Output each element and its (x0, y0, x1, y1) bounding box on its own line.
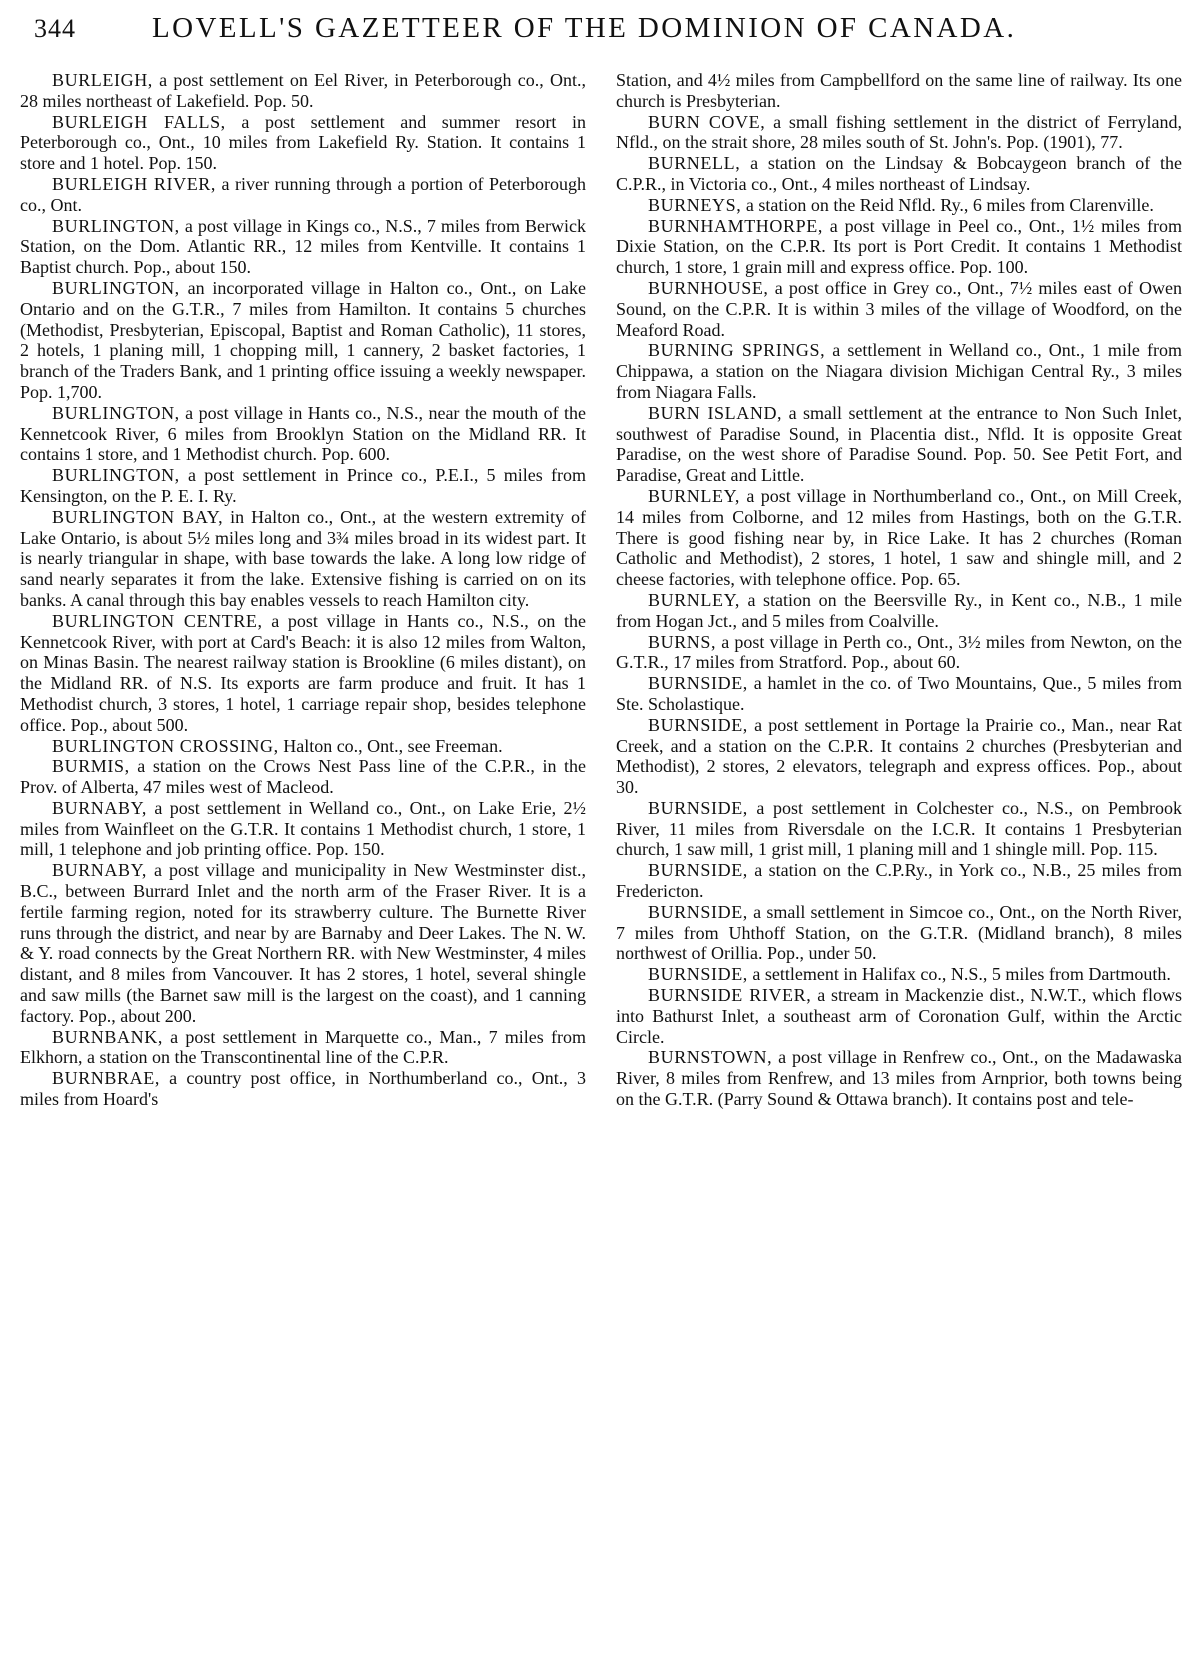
entry-description: a country post office, in Northumberland co., Ont., 3 miles from Hoard's (20, 1068, 586, 1110)
gazetteer-entry (616, 486, 1182, 590)
entry-headword: BURNBANK, (52, 1026, 163, 1047)
entry-headword: BURLEIGH, (52, 70, 153, 90)
gazetteer-entry (20, 798, 586, 860)
entry-description: a small fishing settlement in the district of Ferryland, Nfld., on the strait shore, 28 miles south of St. John's. Pop. (1901), 77. (616, 111, 1183, 153)
entry-headword: BURMIS, (52, 756, 130, 777)
entry-description: Halton co., Ont., see Freeman. (278, 735, 503, 756)
entry-description: a small settlement at the entrance to Non Such Inlet, southwest of Paradise Sound, in Placentia dist., Nfld. It is opposite Great Paradise, on the west shore of Paradise Sound. Pop. 50. See Petit Fort, and Paradise, Great and Little. (616, 402, 1182, 486)
entry-description: a post settlement in Colchester co., N.S., on Pembrook River, 11 miles from Riversdale on the I.C.R. It contains 1 Presbyterian church, 1 saw mill, 1 grist mill, 1 planing mill and 1 shingle mill. Pop. 115. (616, 797, 1182, 860)
entry-description: a post village and municipality in New Westminster dist., B.C., between Burrard Inlet and the north arm of the Fraser River. It is a fertile farming region, noted for its strawberry culture. The Burnette River runs through the district, and near by are Barnaby and Deer Lakes. The N. W. & Y. road connects by the Great Northern RR. with New Westminster, 4 miles distant, and 8 miles from Vancouver. It has 2 stores, 1 hotel, several shingle and saw mills (the Barnet saw mill is the largest on the coast), and 1 canning factory. Pop., about 200. (20, 860, 586, 1026)
entry-description: a post village in Hants co., N.S., on the Kennetcook River, with port at Card's Beach: it is also 12 miles from Walton, on Minas Basin. The nearest railway station is Brookline (6 miles distant), on the Midland RR. of N.S. Its exports are farm produce and fruit. It has 1 Methodist church, 3 stores, 1 hotel, 1 carriage repair shop, besides telephone office. Pop., about 500. (20, 610, 586, 735)
entry-headword: BURNSIDE, (648, 673, 748, 694)
gazetteer-entry (616, 278, 1182, 340)
entry-headword: BURNELL, (648, 153, 741, 174)
entry-headword: BURLINGTON, (52, 215, 180, 236)
entry-description: a post village in Kings co., N.S., 7 miles from Berwick Station, on the Dom. Atlantic RR., 12 miles from Kentville. It contains 1 Baptist church. Pop., about 150. (20, 215, 586, 278)
entry-headword: BURNHAMTHORPE, (648, 215, 823, 236)
entry-description: a post village in Peel co., Ont., 1½ miles from Dixie Station, on the C.P.R. Its port is Port Credit. It contains 1 Methodist church, 1 store, 1 grain mill and express office. Pop. 100. (616, 215, 1182, 278)
entry-headword: BURLEIGH RIVER, (52, 173, 217, 194)
gazetteer-entry (616, 1047, 1182, 1109)
entry-headword: BURNING SPRINGS, (648, 340, 826, 361)
gazetteer-entry (616, 860, 1182, 902)
entry-headword: BURLINGTON, (52, 277, 180, 298)
gazetteer-entry (20, 112, 586, 174)
entry-headword: BURLINGTON BAY, (52, 506, 224, 527)
entry-description: a station on the C.P.Ry., in York co., N.B., 25 miles from Fredericton. (616, 860, 1182, 902)
entry-description: a post village in Northumberland co., Ont., on Mill Creek, 14 miles from Colborne, and 12 miles from Hastings, both on the G.T.R. There is good fishing near by, in Rice Lake. It has 2 churches (Roman Catholic and Methodist), 2 stores, 1 hotel, 1 saw and shingle mill, and 2 cheese factories, with telephone office. Pop. 65. (616, 485, 1182, 590)
gazetteer-entry (20, 1027, 586, 1069)
gazetteer-entry (20, 756, 586, 798)
left-column (20, 70, 586, 1110)
gazetteer-entry (616, 195, 1182, 216)
entry-headword: BURN COVE, (648, 111, 766, 132)
gazetteer-entry (20, 611, 586, 736)
gazetteer-entry (20, 216, 586, 278)
entry-headword: BURNHOUSE, (648, 277, 769, 298)
entry-headword: BURNEYS, (648, 194, 742, 215)
entry-description: a settlement in Halifax co., N.S., 5 miles from Dartmouth. (747, 964, 1171, 985)
entry-description: an incorporated village in Halton co., Ont., on Lake Ontario and on the G.T.R., 7 miles from Hamilton. It contains 5 churches (Methodist, Presbyterian, Episcopal, Baptist and Roman Catholic), 11 stores, 2 hotels, 1 planing mill, 1 chopping mill, 1 cannery, 2 basket factories, 1 branch of the Traders Bank, and 1 printing office issuing a weekly newspaper. Pop. 1,700. (20, 277, 586, 402)
continued-entry-text: Station, and 4½ miles from Campbellford on the same line of railway. Its one church is Presbyterian. (616, 70, 1182, 111)
gazetteer-entry (20, 736, 586, 757)
gazetteer-entry (616, 902, 1182, 964)
gazetteer-entry (20, 278, 586, 403)
entry-description: a station on the Beersville Ry., in Kent co., N.B., 1 mile from Hogan Jct., and 5 miles from Coalville. (616, 589, 1182, 631)
gazetteer-entry (616, 340, 1182, 402)
entry-description: a river running through a portion of Peterborough co., Ont. (20, 173, 587, 215)
gazetteer-entry (616, 216, 1182, 278)
gazetteer-entry (616, 403, 1182, 486)
entry-headword: BURNSIDE, (648, 901, 748, 922)
entry-headword: BURNSIDE, (648, 797, 748, 818)
gazetteer-entry (20, 70, 586, 112)
entry-headword: BURNSIDE, (648, 964, 748, 985)
entry-description: a post settlement in Marquette co., Man., 7 miles from Elkhorn, a station on the Transcontinental line of the C.P.R. (20, 1026, 586, 1068)
entry-description: a stream in Mackenzie dist., N.W.T., which flows into Bathurst Inlet, a southeast arm of Coronation Gulf, within the Arctic Circle. (616, 985, 1182, 1047)
entry-headword: BURNSTOWN, (648, 1047, 773, 1068)
gazetteer-entry (616, 798, 1182, 860)
entry-headword: BURLINGTON, (52, 465, 180, 486)
gazetteer-entry (20, 1068, 586, 1110)
entry-headword: BURNS, (648, 631, 717, 652)
gazetteer-entry (616, 632, 1182, 674)
gazetteer-entry (616, 673, 1182, 715)
entry-headword: BURNBRAE, (52, 1068, 160, 1089)
entry-description: a post settlement in Prince co., P.E.I., 5 miles from Kensington, on the P. E. I. Ry. (20, 465, 586, 506)
entry-headword: BURLINGTON CROSSING, (52, 735, 279, 756)
entry-description: in Halton co., Ont., at the western extremity of Lake Ontario, is about 5½ miles long and 3¾ miles broad in its widest part. It is nearly triangular in shape, with base towards the lake. A long low ridge of sand nearly separates it from the lake. Extensive fishing is carried on on its banks. A canal through this bay enables vessels to reach Hamilton city. (20, 506, 586, 610)
gazetteer-entry (20, 174, 586, 216)
gazetteer-entry (616, 590, 1182, 632)
entry-headword: BURLINGTON CENTRE, (52, 610, 263, 631)
gazetteer-entry (616, 715, 1182, 798)
gazetteer-entry (616, 985, 1182, 1047)
entry-headword: BURNLEY, (648, 589, 740, 610)
gazetteer-entry (616, 112, 1182, 154)
entry-headword: BURNSIDE, (648, 860, 748, 881)
entry-description: a post village in Renfrew co., Ont., on the Madawaska River, 8 miles from Renfrew, and 13 miles from Arnprior, both towns being on the G.T.R. (Parry Sound & Ottawa branch). It contains post and tele- (616, 1047, 1182, 1110)
entry-headword: BURNSIDE RIVER, (648, 985, 812, 1006)
entry-headword: BURNABY, (52, 797, 147, 818)
page-header (34, 8, 1160, 52)
gazetteer-entry (20, 403, 586, 465)
entry-description: a station on the Reid Nfld. Ry., 6 miles from Clarenville. (741, 194, 1154, 215)
entry-description: a post office in Grey co., Ont., 7½ miles east of Owen Sound, on the C.P.R. It is within 3 miles of the village of Woodford, on the Meaford Road. (616, 277, 1182, 340)
gazetteer-entry (616, 153, 1182, 195)
entry-headword: BURLEIGH FALLS, (52, 111, 226, 132)
entry-headword: BURN ISLAND, (648, 402, 783, 423)
entry-description: a post village in Hants co., N.S., near the mouth of the Kennetcook River, 6 miles from Brooklyn Station on the Midland RR. It contains 1 store, and 1 Methodist church. Pop. 600. (20, 402, 586, 465)
entry-description: a post settlement in Welland co., Ont., on Lake Erie, 2½ miles from Wainfleet on the G.T.R. It contains 1 Methodist church, 1 store, 1 mill, 1 telephone and job printing office. Pop. 150. (20, 797, 586, 860)
gazetteer-entry (20, 465, 586, 507)
page-number: 344 (34, 14, 76, 43)
entry-description: a post settlement on Eel River, in Peterborough co., Ont., 28 miles northeast of Lakefield. Pop. 50. (20, 70, 586, 111)
gazetteer-entry (20, 507, 586, 611)
entry-headword: BURLINGTON, (52, 402, 180, 423)
entry-description: a post settlement in Portage la Prairie co., Man., near Rat Creek, and a station on the C.P.R. It contains 2 churches (Presbyterian and Methodist), 2 stores, 2 elevators, telegraph and express offices. Pop., about 30. (616, 714, 1182, 798)
entry-headword: BURNSIDE, (648, 714, 748, 735)
entry-headword: BURNABY, (52, 860, 147, 881)
entry-description: a station on the Lindsay & Bobcaygeon branch of the C.P.R., in Victoria co., Ont., 4 miles northeast of Lindsay. (616, 153, 1182, 194)
page-title: LOVELL'S GAZETTEER OF THE DOMINION OF CANADA. (152, 12, 1017, 44)
entry-description: a hamlet in the co. of Two Mountains, Que., 5 miles from Ste. Scholastique. (616, 673, 1182, 714)
right-column (616, 70, 1182, 1110)
entry-description: a small settlement in Simcoe co., Ont., on the North River, 7 miles from Uhthoff Station, on the G.T.R. (Midland branch), 8 miles northwest of Orillia. Pop., under 50. (616, 901, 1182, 964)
entry-headword: BURNLEY, (648, 485, 740, 506)
entry-description: a post village in Perth co., Ont., 3½ miles from Newton, on the G.T.R., 17 miles from Stratford. Pop., about 60. (616, 631, 1182, 673)
entry-description: a post settlement and summer resort in Peterborough co., Ont., 10 miles from Lakefield Ry. Station. It contains 1 store and 1 hotel. Pop. 150. (20, 111, 586, 174)
gazetteer-columns (20, 70, 1182, 1110)
entry-description: a settlement in Welland co., Ont., 1 mile from Chippawa, a station on the Niagara division Michigan Central Ry., 3 miles from Niagara Falls. (616, 340, 1182, 402)
gazetteer-entry (616, 964, 1182, 985)
entry-description: a station on the Crows Nest Pass line of the C.P.R., in the Prov. of Alberta, 47 miles west of Macleod. (20, 756, 586, 798)
gazetteer-entry (20, 860, 586, 1026)
